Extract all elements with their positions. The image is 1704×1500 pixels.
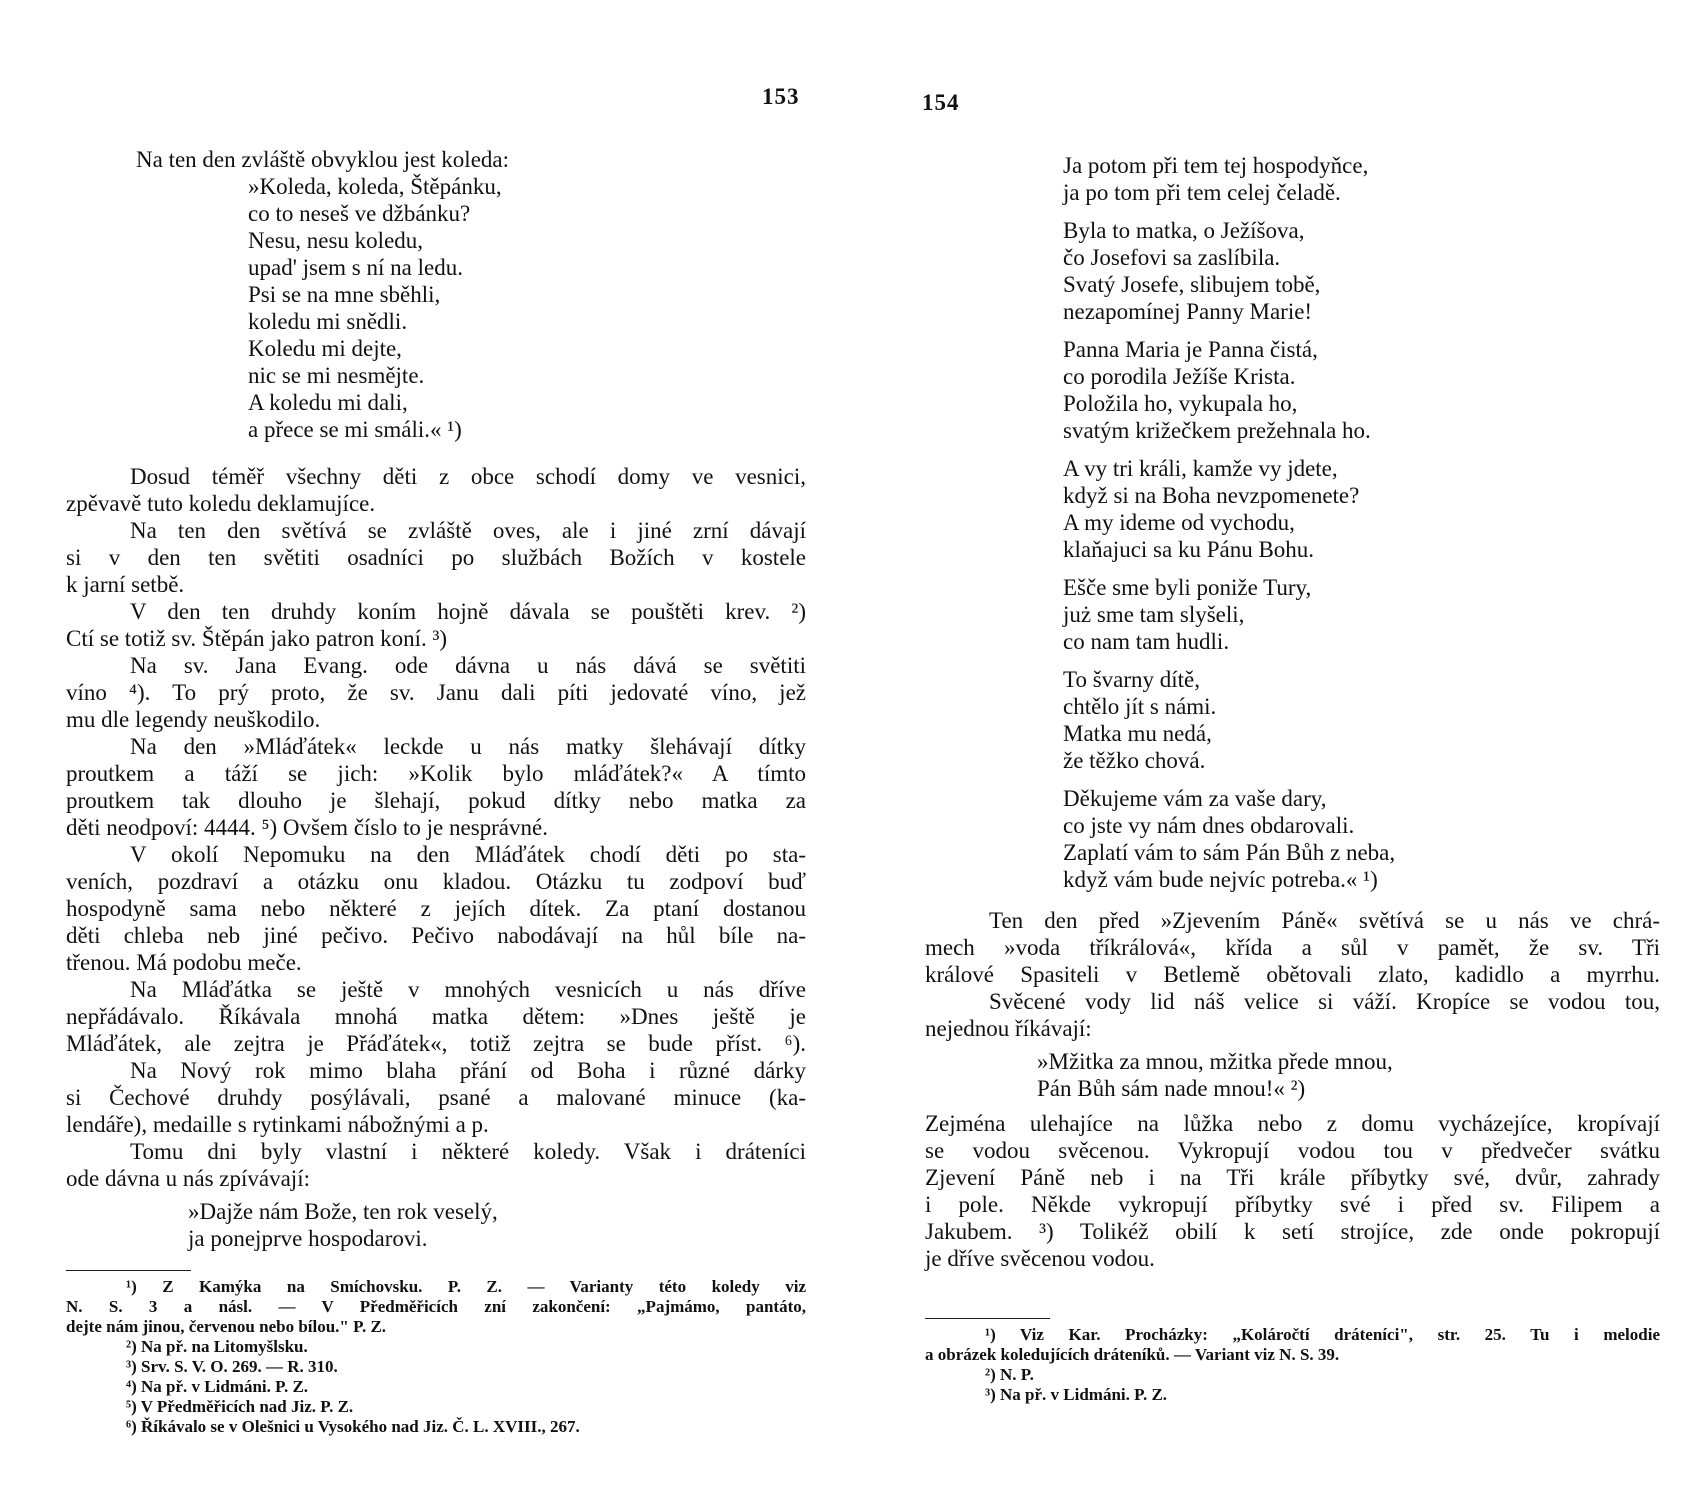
footnote-rule: [66, 1270, 191, 1271]
verse-line: »Koleda, koleda, Štěpánku,: [248, 174, 502, 199]
text-line: si Čechové druhdy posýlávali, psané a malované minuce (ka-: [66, 1085, 806, 1110]
right-page-text: [925, 152, 1660, 1405]
footnote-line: dejte nám jinou, červenou nebo bílou." P. Z.: [66, 1317, 387, 1336]
verse-line: A my ideme od vychodu,: [1063, 510, 1295, 535]
verse-line: čo Josefovi sa zaslíbila.: [1063, 245, 1281, 270]
footnote-rule: [925, 1318, 1050, 1319]
verse-line: Ja potom při tem tej hospodyňce,: [1063, 153, 1369, 178]
verse-line: klaňajuci sa ku Pánu Bohu.: [1063, 537, 1315, 562]
text-line: nejednou říkávají:: [925, 1016, 1092, 1041]
verse-line: ja po tom při tem celej čeladě.: [1063, 180, 1341, 205]
intro-line: Na ten den zvláště obvyklou jest koleda:: [136, 147, 510, 172]
koleda-verse: [66, 173, 806, 443]
verse-line: svatým križečkem prežehnala ho.: [1063, 418, 1371, 443]
verse-line: Položila ho, vykupala ho,: [1063, 391, 1298, 416]
footnote-line: ⁴) Na př. v Lidmáni. P. Z.: [126, 1377, 309, 1396]
text-line: třenou. Má podobu meče.: [66, 950, 302, 975]
footnote-line: a obrázek koledujících dráteníků. — Variant viz N. S. 39.: [925, 1345, 1340, 1364]
verse-line: Koledu mi dejte,: [248, 336, 402, 361]
stanza: [925, 574, 1660, 655]
verse-line: Ešče sme byli poniže Tury,: [1063, 575, 1312, 600]
text-line: Dosud téměř všechny děti z obce schodí domy ve vesnici,: [130, 464, 806, 489]
text-line: i pole. Někde vykropují příbytky své i před sv. Filipem a: [925, 1192, 1660, 1217]
text-line: králové Spasiteli v Betlemě obětovali zlato, kadidlo a myrrhu.: [925, 962, 1660, 987]
carol-stanzas: [925, 152, 1660, 893]
footnote-line: N. S. 3 a násl. — V Předměřicích zní zakončení: „Pajmámo, pantáto,: [66, 1297, 806, 1316]
stanza: [925, 152, 1660, 206]
body-text-2: [925, 1110, 1660, 1272]
verse-line: že těžko chová.: [1063, 748, 1206, 773]
verse-line: To švarny dítě,: [1063, 667, 1201, 692]
text-line: hospodyně sama nebo některé z jejích dítek. Za ptaní dostanou: [66, 896, 806, 921]
verse-line: »Mžitka za mnou, mžitka přede mnou,: [1037, 1049, 1393, 1074]
verse-line: Byla to matka, o Ježíšova,: [1063, 218, 1305, 243]
text-line: mu dle legendy neuškodilo.: [66, 707, 321, 732]
text-line: Na Mláďátka se ještě v mnohých vesnicích u nás dříve: [130, 977, 806, 1002]
footnote-line: ³) Na př. v Lidmáni. P. Z.: [985, 1385, 1168, 1404]
verse-line: już sme tam slyšeli,: [1063, 602, 1245, 627]
footnote-line: ⁵) V Předměřicích nad Jiz. P. Z.: [126, 1397, 354, 1416]
text-line: Mláďátek, ale zejtra je Přáďátek«, totiž zejtra se bude příst. ⁶).: [66, 1031, 806, 1056]
footnote-line: ¹) Z Kamýka na Smíchovsku. P. Z. — Varianty této koledy viz: [126, 1277, 806, 1296]
verse-line: koledu mi snědli.: [248, 309, 408, 334]
text-line: V den ten druhdy koním hojně dávala se pouštěti krev. ²): [130, 599, 806, 624]
verse-line: co porodila Ježíše Krista.: [1063, 364, 1296, 389]
text-line: zpěvavě tuto koledu deklamujíce.: [66, 491, 376, 516]
text-line: Na den »Mláďátek« leckde u nás matky šlehávají dítky: [130, 734, 806, 759]
text-line: Na ten den světívá se zvláště oves, ale i jiné zrní dávají: [130, 518, 806, 543]
verse-line: Psi se na mne sběhli,: [248, 282, 441, 307]
verse-line: Matka mu nedá,: [1063, 721, 1212, 746]
text-line: k jarní setbě.: [66, 572, 185, 597]
verse-line: co nam tam hudli.: [1063, 629, 1230, 654]
text-line: děti neodpoví: 4444. ⁵) Ovšem číslo to je nesprávné.: [66, 815, 548, 840]
verse-line: když vám bude nejvíc potreba.« ¹): [1063, 867, 1378, 892]
stanza: [925, 336, 1660, 444]
text-line: ode dávna u nás zpívávají:: [66, 1166, 310, 1191]
text-line: Na sv. Jana Evang. ode dávna u nás dává se světiti: [130, 653, 806, 678]
mzitka-verse: [925, 1048, 1660, 1102]
body-text-1: [925, 907, 1660, 1042]
text-line: víno ⁴). To prý proto, že sv. Janu dali píti jedovaté víno, jež: [66, 680, 806, 705]
footnote-line: ¹) Viz Kar. Procházky: „Koláročtí dráteníci", str. 25. Tu i melodie: [985, 1325, 1660, 1344]
page-number-left: 153: [762, 84, 800, 109]
verse-line: chtělo jít s námi.: [1063, 694, 1217, 719]
verse-line: Děkujeme vám za vaše dary,: [1063, 786, 1327, 811]
text-line: Na Nový rok mimo blaha přání od Boha i různé dárky: [130, 1058, 806, 1083]
footnote-line: ²) Na př. na Litomyšlsku.: [126, 1337, 308, 1356]
text-line: Zjevení Páně neb i na Tři krále příbytky své, dvůr, zahrady: [925, 1165, 1660, 1190]
stanza: [925, 785, 1660, 893]
stanza: [925, 217, 1660, 325]
footnotes: [66, 1277, 806, 1437]
text-line: Tomu dni byly vlastní i některé koledy. Však i dráteníci: [130, 1139, 806, 1164]
text-line: si v den ten světiti osadníci po službách Božích v kostele: [66, 545, 806, 570]
verse-line: Nesu, nesu koledu,: [248, 228, 424, 253]
verse-line: Pán Bůh sám nade mnou!« ²): [1037, 1076, 1306, 1101]
body-text: [66, 463, 806, 1192]
text-line: Ctí se totiž sv. Štěpán jako patron koní. ³): [66, 626, 448, 651]
verse-line: A koledu mi dali,: [248, 390, 408, 415]
text-line: nepřádávalo. Říkávala mnohá matka dětem: »Dnes ještě je: [66, 1004, 806, 1029]
verse-line: A vy tri králi, kamže vy jdete,: [1063, 456, 1338, 481]
text-line: je dříve svěcenou vodou.: [925, 1246, 1155, 1271]
verse-line: co jste vy nám dnes obdarovali.: [1063, 813, 1355, 838]
verse-line: Zaplatí vám to sám Pán Bůh z neba,: [1063, 840, 1396, 865]
footnote-line: ⁶) Říkávalo se v Olešnici u Vysokého nad Jiz. Č. L. XVIII., 267.: [126, 1417, 580, 1436]
text-line: Ten den před »Zjevením Páně« světívá se u nás ve chrá-: [989, 908, 1660, 933]
text-line: se vodou svěcenou. Vykropují vodou tou v předvečer svátku: [925, 1138, 1660, 1163]
verse-line: ja ponejprve hospodarovi.: [188, 1226, 428, 1251]
footnotes: [925, 1325, 1660, 1405]
text-line: mech »voda tříkrálová«, křída a sůl v pamět, že sv. Tři: [925, 935, 1660, 960]
verse-line: Panna Maria je Panna čistá,: [1063, 337, 1318, 362]
text-line: Zejména ulehajíce na lůžka nebo z domu vycházejíce, kropívají: [925, 1111, 1660, 1136]
text-line: veních, pozdraví a otázku onu kladou. Otázku tu zodpoví buď: [66, 869, 806, 894]
text-line: děti chleba neb jiné pečivo. Pečivo nabodávají na hůl bíle na-: [66, 923, 806, 948]
footnote-line: ³) Srv. S. V. O. 269. — R. 310.: [126, 1357, 338, 1376]
text-line: proutkem tak dlouho je šlehají, pokud dítky nebo matka za: [66, 788, 806, 813]
verse-line: nic se mi nesmějte.: [248, 363, 425, 388]
page-number-right: 154: [922, 90, 960, 115]
footnote-line: ²) N. P.: [985, 1365, 1034, 1384]
dratenici-verse: [66, 1198, 806, 1252]
verse-line: a přece se mi smáli.« ¹): [248, 417, 462, 442]
verse-line: co to neseš ve džbánku?: [248, 201, 471, 226]
stanza: [925, 455, 1660, 563]
verse-line: »Dajže nám Bože, ten rok veselý,: [188, 1199, 498, 1224]
text-line: Svěcené vody lid náš velice si váží. Kropíce se vodou tou,: [989, 989, 1660, 1014]
verse-line: když si na Boha nevzpomenete?: [1063, 483, 1360, 508]
text-line: proutkem a táží se jich: »Kolik bylo mláďátek?« A tímto: [66, 761, 806, 786]
text-line: lendáře), medaille s rytinkami nábožnými a p.: [66, 1112, 489, 1137]
text-line: Jakubem. ³) Tolikéž obilí k setí strojíce, zde onde pokropují: [925, 1219, 1660, 1244]
verse-line: nezapomínej Panny Marie!: [1063, 299, 1313, 324]
stanza: [925, 666, 1660, 774]
text-line: V okolí Nepomuku na den Mláďátek chodí děti po sta-: [130, 842, 806, 867]
left-page-text: [66, 146, 806, 1437]
verse-line: upad' jsem s ní na ledu.: [248, 255, 463, 280]
verse-line: Svatý Josefe, slibujem tobě,: [1063, 272, 1321, 297]
